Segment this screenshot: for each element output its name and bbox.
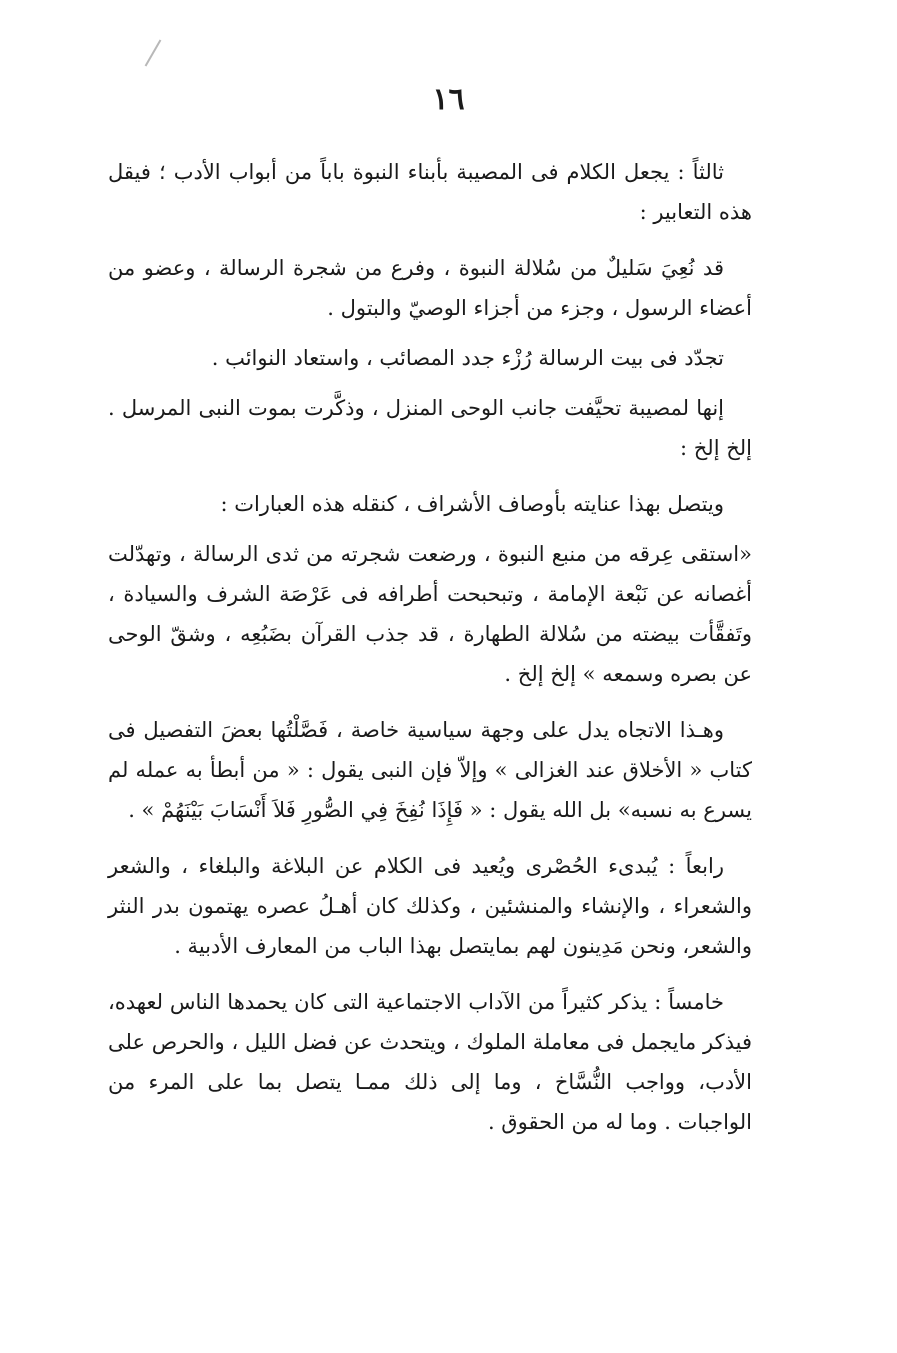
paragraph-nobles-quote: «استقى عِرقه من منبع النبوة ، ورضعت شجرته من ثدى الرسالة ، وتهدّلت أغصانه عن نَبْعة الإمامة ، وتبحبحت أطرافه فى عَرْصَة الشرف والسيادة ، وتَفقَّأت بيضته من سُلالة الطهارة ، قد جذب القرآن بضَبُعِه ، وشقّ الوحى عن بصره وسمعه » إلخ إلخ . <box>108 542 752 686</box>
page-number: ١٦ <box>432 82 465 117</box>
paragraph-fourthly: رابعاً : يُبدىء الحُصْرى ويُعيد فى الكلام عن البلاغة والبلغاء ، والشعر والشعراء ، والإنشاء والمنشئين ، وكذلك كان أهـلُ عصره يهتمون بدر النثر والشعر، ونحن مَدِينون لهم بمايتصل بهذا الباب من المعارف الأدبية . <box>108 854 752 958</box>
body-text <box>108 152 752 1158</box>
paragraph-nobles: ويتصل بهذا عنايته بأوصاف الأشراف ، كنقله هذه العبارات : <box>220 492 724 516</box>
paragraph-fifthly: خامساً : يذكر كثيراً من الآداب الاجتماعية التى كان يحمدها الناس لعهده، فيذكر مايجمل فى معاملة الملوك ، ويتحدث عن فضل الليل ، والحرص على الأدب، وواجب النُّسَّاخ ، وما إلى ذلك ممـا يتصل بما على المرء من الواجبات . وما له من الحقوق . <box>108 990 752 1134</box>
paragraph-condolence-1: قد نُعِيَ سَليلٌ من سُلالة النبوة ، وفرع من شجرة الرسالة ، وعضو من أعضاء الرسول ، وجزء من أجزاء الوصيّ والبتول . <box>108 256 752 320</box>
paragraph-condolence-2: تجدّد فى بيت الرسالة رُزْء جدد المصائب ، واستعاد النوائب . <box>211 346 724 370</box>
paragraph-political-direction: وهـذا الاتجاه يدل على وجهة سياسية خاصة ، فَصَّلْتُها بعضَ التفصيل فى كتاب « الأخلاق عند الغزالى » وإلاّ فإن النبى يقول : « من أبطأ به عمله لم يسرع به نسبه» بل الله يقول : « فَإِذَا نُفِخَ فِي الصُّورِ فَلاَ أَنْسَابَ بَيْنَهُمْ » . <box>108 718 752 822</box>
paragraph-thirdly: ثالثاً : يجعل الكلام فى المصيبة بأبناء النبوة باباً من أبواب الأدب ؛ فيقل هذه التعابير : <box>108 160 752 224</box>
paragraph-condolence-3: إنها لمصيبة تحيَّفت جانب الوحى المنزل ، وذكَّرت بموت النبى المرسل . إلخ إلخ : <box>108 396 752 460</box>
pencil-mark <box>145 40 162 67</box>
